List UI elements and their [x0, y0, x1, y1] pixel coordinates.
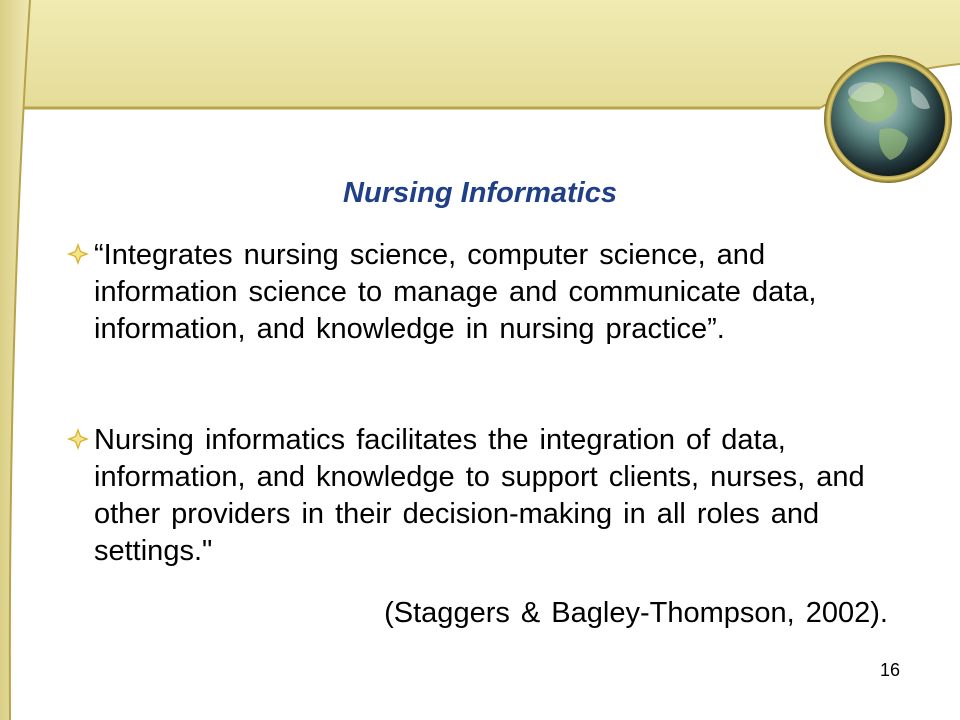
diamond-bullet-icon — [62, 243, 94, 265]
bullet-text-facilitates: Nursing informatics facilitates the integration of data, information, and knowledge to support clients, nurses, and other providers in their decision-making in all roles and settings." — [94, 424, 865, 567]
diamond-bullet-icon — [62, 428, 94, 450]
header-band — [0, 0, 960, 108]
bullet-item — [62, 237, 882, 348]
bullet-item — [62, 422, 882, 570]
bullet-text-definition: “Integrates nursing science, computer science, and information science to manage and communicate data, information, and knowledge in nursing practice”. — [94, 239, 817, 345]
globe-icon — [824, 55, 952, 183]
slide-title: Nursing Informatics — [343, 177, 617, 209]
page-number: 16 — [879, 660, 900, 680]
citation: (Staggers & Bagley-Thompson, 2002). — [384, 597, 888, 629]
